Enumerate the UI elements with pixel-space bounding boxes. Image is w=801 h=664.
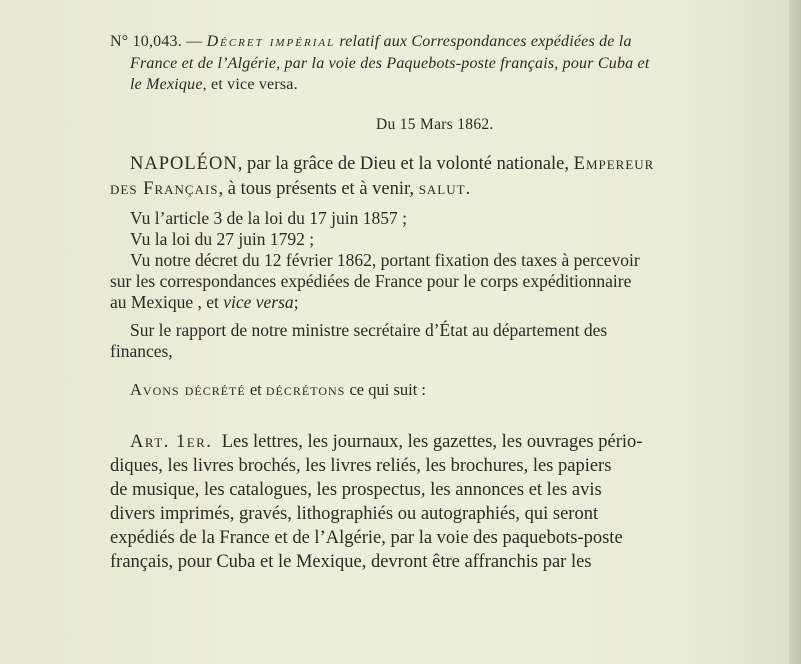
decree-title-smallcaps: Décret impérial (206, 33, 336, 50)
decree-heading-line-3 (130, 77, 298, 93)
decree-date: Du 15 Mars 1862. (376, 116, 494, 133)
visa-line-3: Vu notre décret du 12 février 1862, portant fixation des taxes à percevoir (130, 250, 640, 270)
visa-line-5 (110, 294, 299, 312)
avons-decrete-smallcaps: Avons décrété (130, 380, 246, 399)
page-edge-shadow (789, 0, 801, 664)
decree-heading-line-1 (110, 34, 778, 50)
des-francais-smallcaps: des Français (110, 179, 219, 199)
decree-formula (130, 382, 426, 399)
vice-versa-italic: vice versa (223, 292, 294, 312)
decree-number: N° 10,043. — (110, 33, 207, 50)
preamble-line-1 (130, 155, 654, 174)
preamble-line-1-text: , par la grâce de Dieu et la volonté nationale, (237, 154, 574, 174)
decree-et: et (245, 380, 266, 399)
article-1-line-6: français, pour Cuba et le Mexique, devront être affranchis par les (110, 552, 592, 572)
heading-line-3-rest: , et vice versa. (202, 76, 298, 93)
visa-line-1: Vu l’article 3 de la loi du 17 juin 1857 ; (130, 208, 407, 228)
visa-line-4: sur les correspondances expédiées de France pour le corps expéditionnaire (110, 271, 632, 291)
rapport-line-1: Sur le rapport de notre ministre secrétaire d’État au département des (130, 320, 608, 340)
visa-line-5-end: ; (293, 292, 299, 312)
empereur-title: Empereur (573, 154, 655, 174)
article-1-text-1: Les lettres, les journaux, les gazettes, les ouvrages pério- (221, 432, 643, 452)
article-1-line-1 (130, 433, 642, 452)
article-1-line-4: divers imprimés, gravés, lithographiés ou autographiés, qui seront (110, 504, 599, 524)
visa-line-5-start: au Mexique , et (110, 292, 224, 312)
article-label: Art. 1er. (130, 432, 213, 452)
napoleon-name: NAPOLÉON (130, 154, 238, 174)
article-1-line-3: de musique, les catalogues, les prospectus, les annonces et les avis (110, 480, 602, 500)
decree-heading-line-2: France et de l’Algérie, par la voie des Paquebots-poste français, pour Cuba et (130, 55, 650, 72)
preamble-line-2 (110, 180, 470, 199)
decree-formula-rest: ce qui suit : (345, 380, 426, 399)
decree-title-rest: relatif aux Correspondances expédiées de la (335, 33, 632, 50)
rapport-line-2: finances, (110, 341, 173, 361)
preamble-line-2-end: . (465, 179, 471, 199)
decretons-smallcaps: décrétons (265, 380, 346, 399)
preamble-line-2-text: , à tous présents et à venir, (218, 179, 419, 199)
salut-smallcaps: salut (418, 179, 466, 199)
mexique-italic: le Mexique (130, 76, 203, 93)
visa-line-2: Vu la loi du 27 juin 1792 ; (130, 229, 315, 249)
article-1-line-2: diques, les livres brochés, les livres reliés, les brochures, les papiers (110, 456, 612, 476)
article-1-line-5: expédiés de la France et de l’Algérie, par la voie des paquebots-poste (110, 528, 623, 548)
